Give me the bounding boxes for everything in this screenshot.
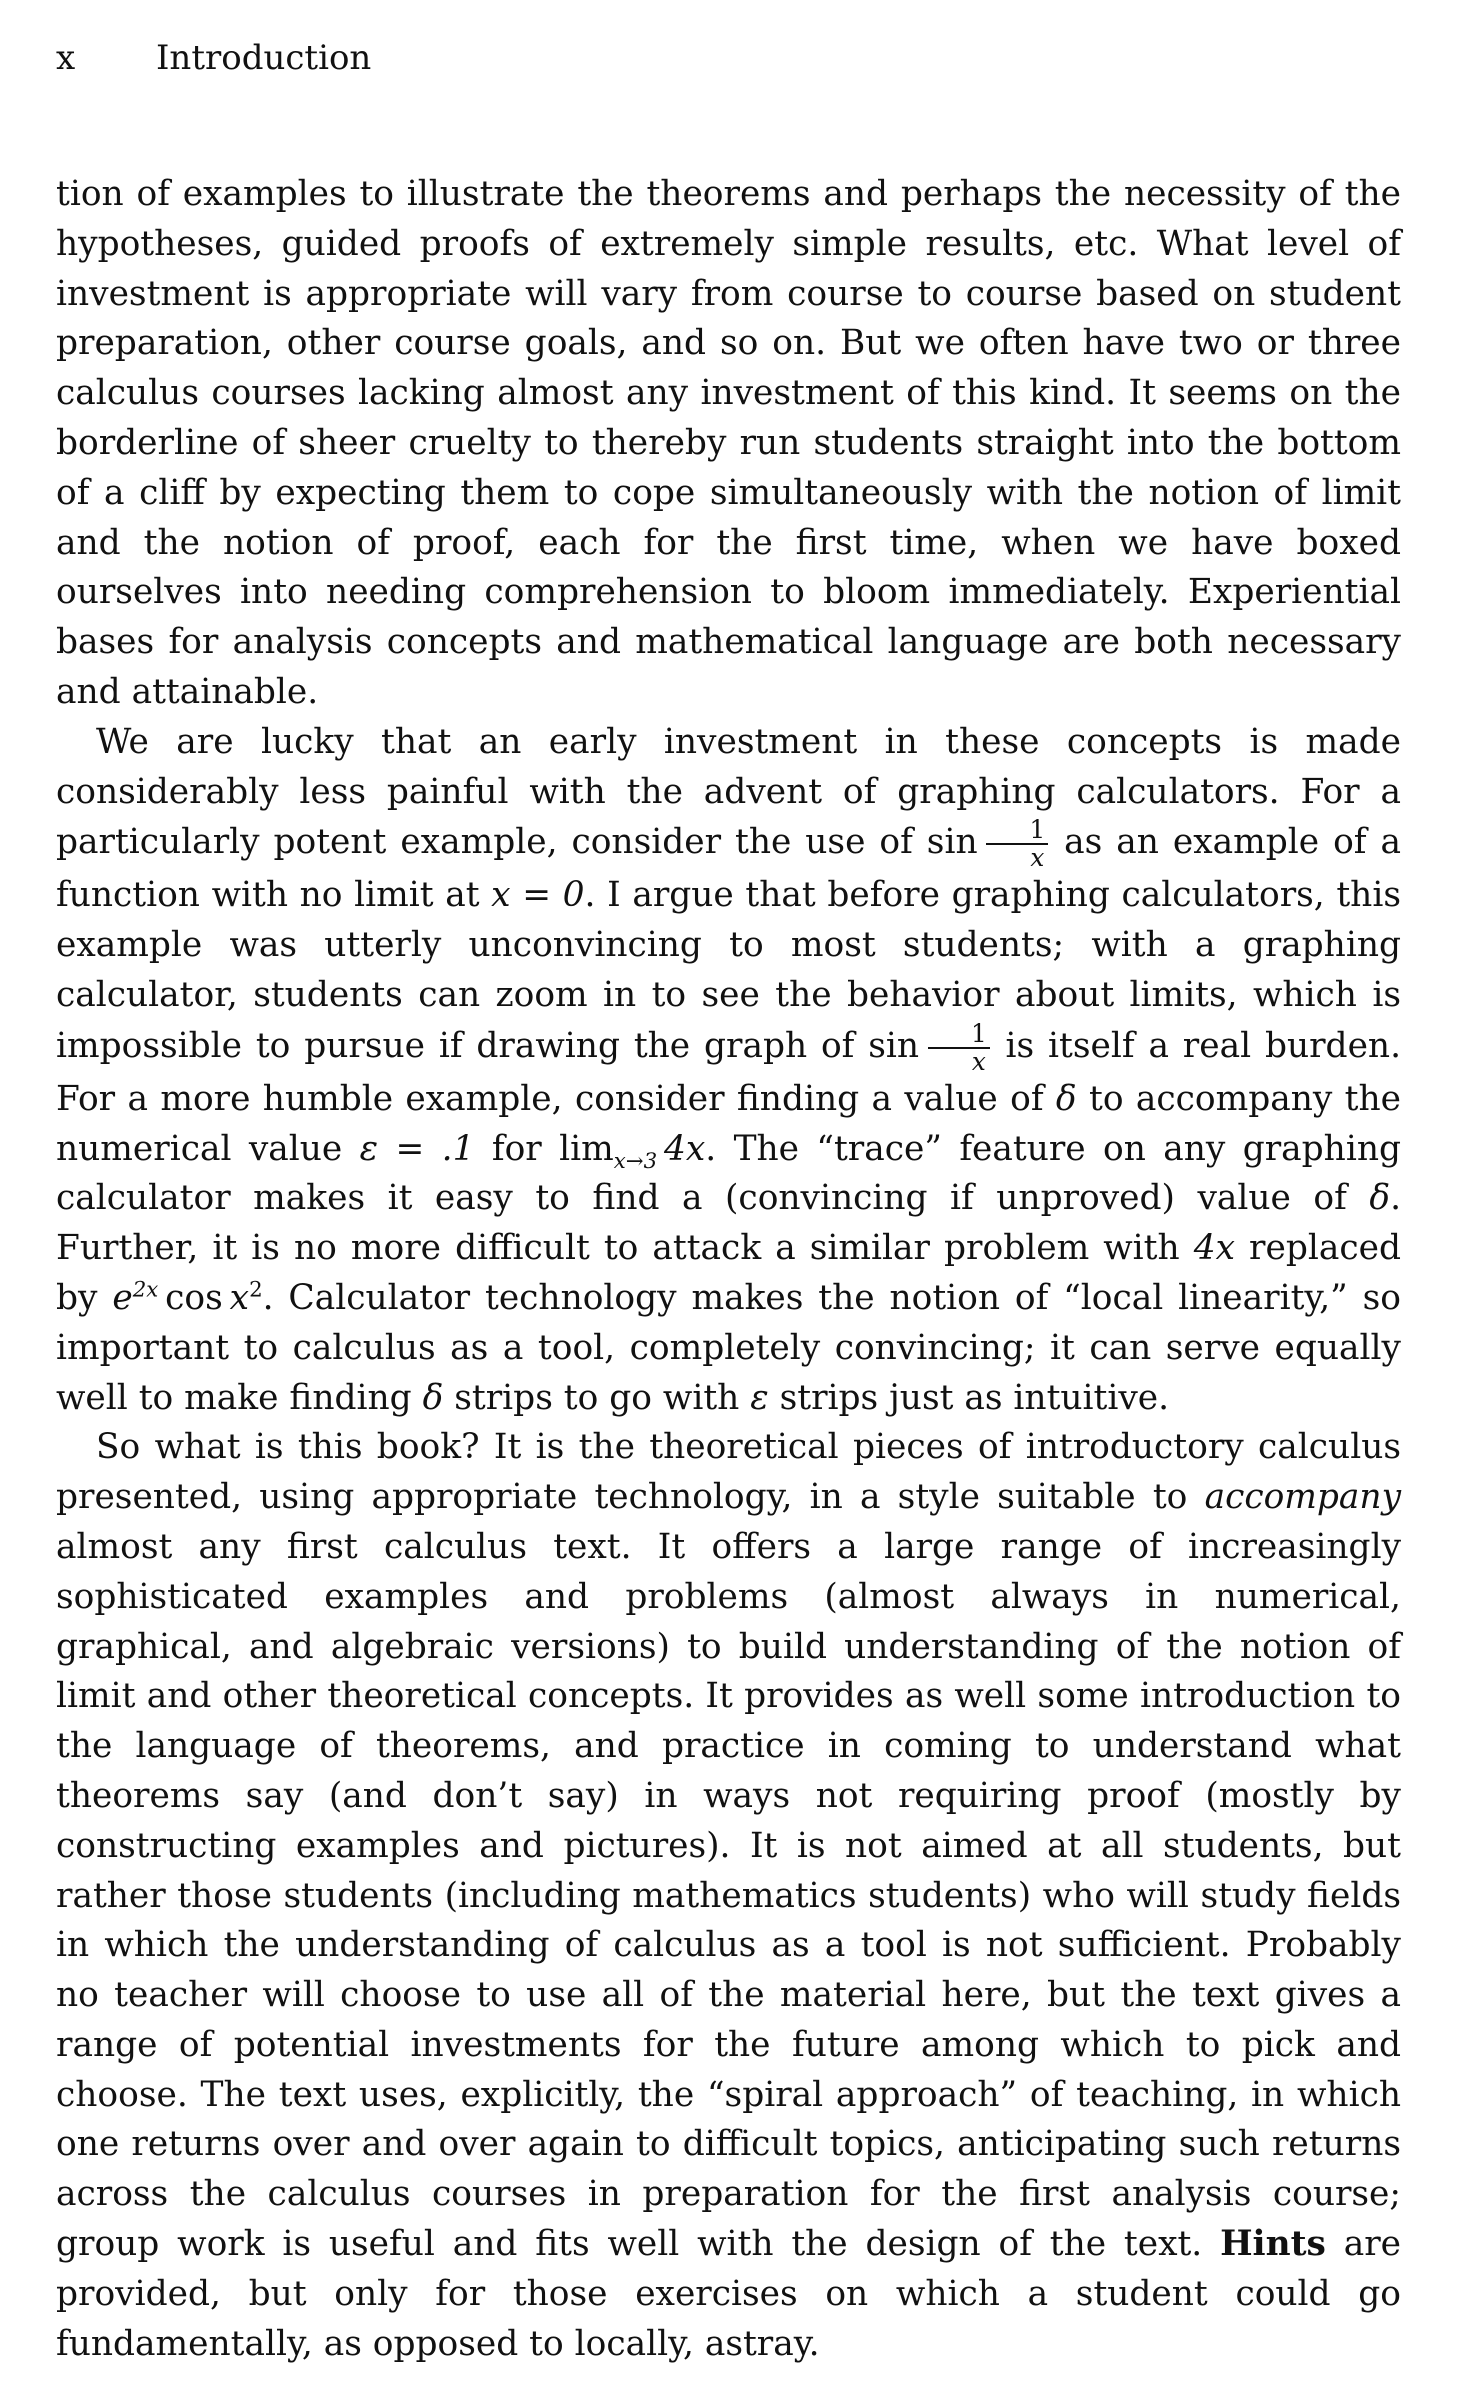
fraction-numerator: 1 — [928, 1021, 990, 1049]
text-run: as an example of a function with no limit at — [56, 822, 1401, 916]
body-text — [56, 170, 1401, 2369]
math-epsilon-value: ε = .1 — [359, 1128, 475, 1169]
math-exp-base: e — [112, 1277, 133, 1318]
text-run: to accompany the numerical value — [56, 1078, 1401, 1169]
text-run: So what is this book? It is the theoretical pieces of introductory calculus presented, using appropriate technology, in a style suitable to — [56, 1427, 1401, 1518]
fraction-one-over-x — [928, 1018, 990, 1076]
math-cos-power: 2 — [249, 1277, 263, 1303]
math-delta: δ — [1055, 1078, 1077, 1119]
math-sin: sin — [926, 822, 978, 863]
text-run: is itself a real burden. For a more humble example, consider finding a value of — [56, 1025, 1401, 1119]
running-head — [56, 36, 1401, 80]
text-run: strips to go with — [443, 1377, 751, 1418]
chapter-title: Introduction — [156, 38, 372, 78]
fraction-denominator: x — [1030, 843, 1045, 873]
fraction-denominator: x — [971, 1046, 986, 1076]
paragraph-2 — [56, 718, 1401, 1424]
fraction-one-over-x — [986, 817, 1048, 871]
math-sin: sin — [868, 1025, 920, 1066]
math-lim-subscript: x→3 — [613, 1148, 658, 1174]
math-cos-argument: x — [229, 1277, 250, 1318]
math-x-equals-zero: x = 0 — [491, 875, 585, 916]
fraction-numerator: 1 — [986, 817, 1048, 845]
text-run: . I argue that before graphing calculators, this example was utterly unconvincing to most students; with a graphing calculator, students can zoom in to see the behavior about limits, which is impossible to pursue if drawing the graph of — [56, 875, 1401, 1066]
math-4x: 4x — [1193, 1228, 1235, 1269]
emphasis-accompany: accompany — [1204, 1477, 1401, 1518]
math-delta: δ — [422, 1377, 444, 1418]
math-cos: cos — [165, 1277, 223, 1318]
text-run: strips just as intuitive. — [768, 1377, 1170, 1418]
text-run: almost any first calculus text. It offers a large range of increasingly sophisticated examples and problems (almost always in numerical, graphical, and algebraic versions) to build understanding of the notion of limit and other theoretical concepts. It provides as well some introduction to the language of theorems, and practice in coming to understand what theorems say (and don’t say) in ways not requiring proof (mostly by constructing examples and pictures). It is not aimed at all students, but rather those students (including mathematics students) who will study fields in which the understanding of calculus as a tool is not sufficient. Probably no teacher will choose to use all of the material here, but the text gives a range of potential investments for the future among which to pick and choose. The text uses, explicitly, the “spiral approach” of teaching, in which one returns over and over again to difficult topics, anticipating such returns across the calculus courses in preparation for the first analysis course; group work is useful and fits well with the design of the text. — [56, 1526, 1401, 2265]
paragraph-1: tion of examples to illustrate the theorems and perhaps the necessity of the hypotheses, guided proofs of extremely simple results, etc. What level of investment is appropriate will vary from course to course based on student preparation, other course goals, and so on. But we often have two or three calculus courses lacking almost any investment of this kind. It seems on the borderline of sheer cruelty to thereby run students straight into the bottom of a cliff by expecting them to cope simultaneously with the notion of limit and the notion of proof, each for the first time, when we have boxed ourselves into needing comprehension to bloom immediately. Experiential bases for analysis concepts and mathematical language are both necessary and attainable. — [56, 174, 1401, 712]
book-page — [56, 36, 1401, 2369]
text-run: replaced by — [56, 1228, 1401, 1318]
math-4x: 4x — [664, 1128, 706, 1169]
text-run: . Further, it is no more difficult to attack a similar problem with — [56, 1178, 1401, 1269]
page-number: x — [56, 38, 76, 78]
math-exp-power: 2x — [132, 1277, 159, 1303]
text-run: . Calculator technology makes the notion of “local linearity,” so important to calculus as a tool, completely convincing; it can serve equally well to make finding — [56, 1277, 1401, 1418]
bold-hints: Hints — [1220, 2224, 1326, 2265]
text-run: are provided, but only for those exercises on which a student could go fundamentally, as opposed to locally, astray. — [56, 2224, 1402, 2364]
text-run: . The “trace” feature on any graphing calculator makes it easy to find a (convincing if unproved) value of — [56, 1128, 1401, 1219]
paragraph-3 — [56, 1423, 1401, 2369]
math-epsilon: ε — [750, 1377, 769, 1418]
math-delta: δ — [1369, 1178, 1391, 1219]
text-run: We are lucky that an early investment in these concepts is made considerably less painful with the advent of graphing calculators. For a particularly potent example, consider the use of — [56, 721, 1401, 863]
math-lim: lim — [559, 1128, 614, 1169]
text-run: for — [474, 1128, 560, 1169]
